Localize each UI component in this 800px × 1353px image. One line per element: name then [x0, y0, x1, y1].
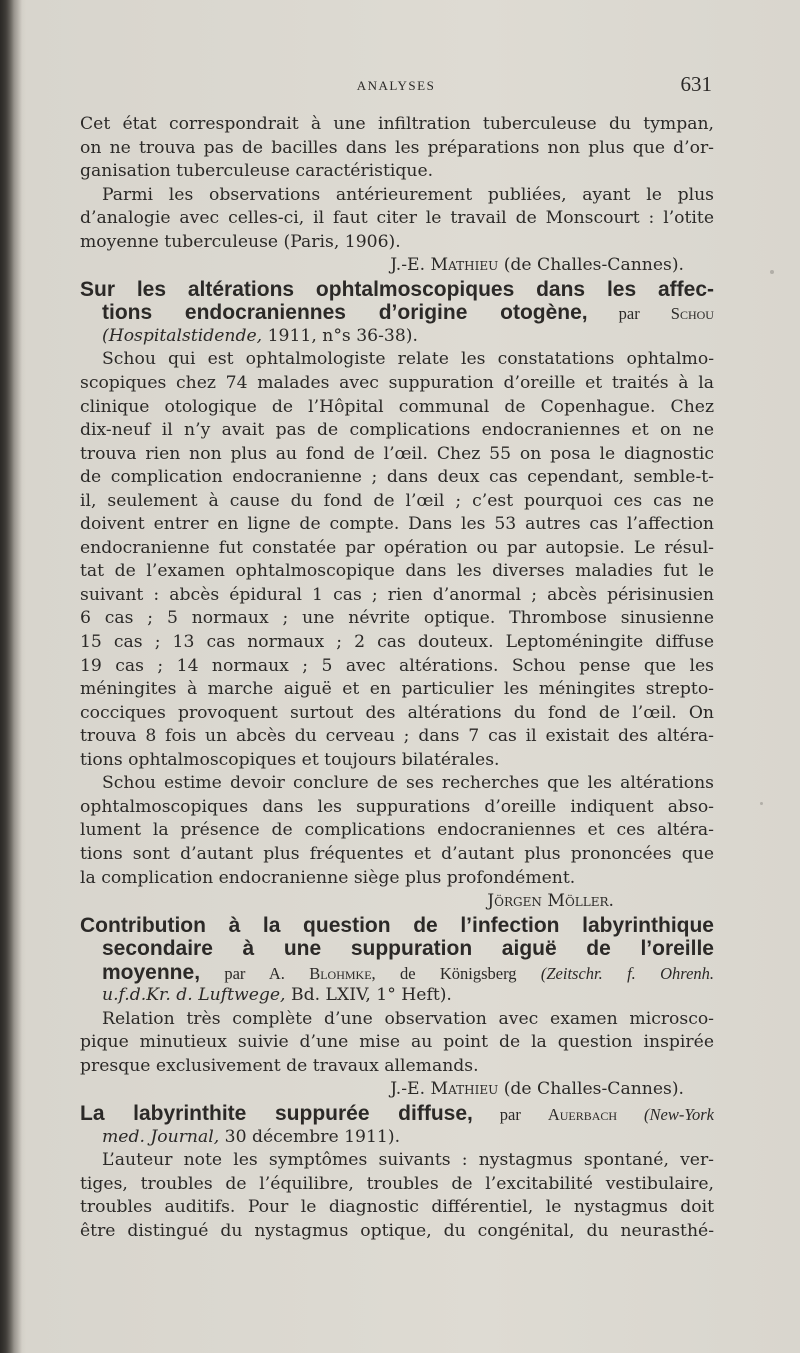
text-line: tions ophtalmoscopiques et toujours bilatérales. [80, 749, 500, 770]
text-line: trouva 8 fois un abcès du cerveau ; dans 7 cas il existait des altéra- [80, 726, 714, 747]
page-header [80, 70, 712, 100]
article-title-auerbach: La labyrinthite suppurée diffuse, par Auerbach (New-York [80, 1101, 714, 1125]
text-line: presque exclusivement de travaux allemands. [80, 1055, 479, 1076]
article-title-blohmke: Contribution à la question de l’infection labyrinthique [80, 913, 714, 937]
text-line: moyenne tuberculeuse (Paris, 1906). [80, 231, 401, 252]
text-line: lument la présence de complications endocraniennes et ces altéra- [80, 820, 714, 841]
text-line: 6 cas ; 5 normaux ; une névrite optique. Thrombose sinusienne [80, 608, 714, 629]
text-line: endocranienne fut constatée par opération ou par autopsie. Le résul- [80, 537, 714, 558]
text-line: 19 cas ; 14 normaux ; 5 avec altérations. Schou pense que les [80, 655, 714, 676]
text-line: Cet état correspondrait à une infiltration tuberculeuse du tympan, [80, 114, 714, 134]
text-line: cocciques provoquent surtout des altérations du fond de l’œil. On [80, 702, 714, 723]
text-line: tat de l’examen ophtalmoscopique dans les diverses maladies fut le [80, 561, 714, 582]
text-line: clinique otologique de l’Hôpital communal de Copenhague. Chez [80, 396, 714, 417]
text-line: suivant : abcès épidural 1 cas ; rien d’anormal ; abcès périsinusien [80, 584, 714, 605]
citation-auerbach: med. Journal, 30 décembre 1911). [102, 1126, 401, 1147]
text-line: doivent entrer en ligne de compte. Dans les 53 autres cas l’affection [80, 514, 714, 535]
article-title-schou: Sur les altérations ophtalmoscopiques dans les affec- [80, 277, 714, 301]
signature-mathieu: J.-E. Mathieu (de Challes-Cannes). [390, 255, 684, 276]
text-line: L’auteur note les symptômes suivants : nystagmus spontané, ver- [102, 1150, 714, 1171]
text-line: 15 cas ; 13 cas normaux ; 2 cas douteux. Leptoméningite diffuse [80, 632, 714, 653]
text-line: dix-neuf il n’y avait pas de complications endocraniennes et on ne [80, 420, 714, 441]
text-line: la complication endocranienne siège plus profondément. [80, 867, 576, 888]
text-line: tiges, troubles de l’équilibre, troubles de l’excitabilité vestibulaire, [80, 1173, 714, 1194]
text-line: tions sont d’autant plus fréquentes et d’autant plus prononcées que [80, 843, 714, 864]
text-line: troubles auditifs. Pour le diagnostic différentiel, le nystagmus doit [80, 1197, 714, 1218]
text-line: scopiques chez 74 malades avec suppuration d’oreille et traités à la [80, 373, 714, 394]
page-number: 631 [680, 72, 712, 96]
ink-speck [760, 802, 763, 805]
ink-speck [770, 270, 774, 274]
text-line: d’analogie avec celles-ci, il faut citer le travail de Monscourt : l’otite [80, 208, 714, 229]
text-line: ganisation tuberculeuse caractéristique. [80, 161, 434, 182]
article-title-blohmke-cont2: moyenne, par A. Blohmke, de Königsberg (Zeitschr. f. Ohrenh. [102, 960, 714, 984]
text-line: ophtalmoscopiques dans les suppurations d’oreille indiquent abso- [80, 796, 714, 817]
text-line: on ne trouva pas de bacilles dans les préparations non plus que d’or- [80, 137, 714, 158]
article-text [80, 113, 714, 1243]
text-line: de complication endocranienne ; dans deux cas cependant, semble-t- [80, 467, 714, 488]
text-line: méningites à marche aiguë et en particulier les méningites strepto- [80, 679, 714, 700]
text-line: Parmi les observations antérieurement publiées, ayant le plus [102, 184, 714, 205]
text-line: pique minutieux suivie d’une mise au point de la question inspirée [80, 1032, 714, 1053]
running-head: ANALYSES [356, 78, 436, 93]
signature-mathieu-2: J.-E. Mathieu (de Challes-Cannes). [390, 1079, 684, 1100]
article-title-blohmke-cont: secondaire à une suppuration aiguë de l’oreille [102, 937, 714, 961]
article-title-schou-cont: tions endocraniennes d’origine otogène, par Schou [102, 301, 714, 325]
text-line: il, seulement à cause du fond de l’œil ; c’est pourquoi ces cas ne [80, 490, 714, 511]
text-line: être distingué du nystagmus optique, du congénital, du neurasthé- [80, 1220, 714, 1241]
signature-moller: Jörgen Möller. [487, 891, 614, 912]
text-line: Schou qui est ophtalmologiste relate les constatations ophtalmo- [102, 349, 714, 370]
text-line: Relation très complète d’une observation avec examen microsco- [102, 1008, 714, 1029]
binding-shadow [0, 0, 22, 1353]
text-line: Schou estime devoir conclure de ses recherches que les altérations [102, 773, 714, 794]
citation-schou: (Hospitalstidende, 1911, n°s 36-38). [102, 325, 418, 346]
text-line: trouva rien non plus au fond de l’œil. Chez 55 on posa le diagnostic [80, 443, 714, 464]
citation-blohmke: u.f.d.Kr. d. Luftwege, Bd. LXIV, 1° Heft). [102, 985, 452, 1006]
